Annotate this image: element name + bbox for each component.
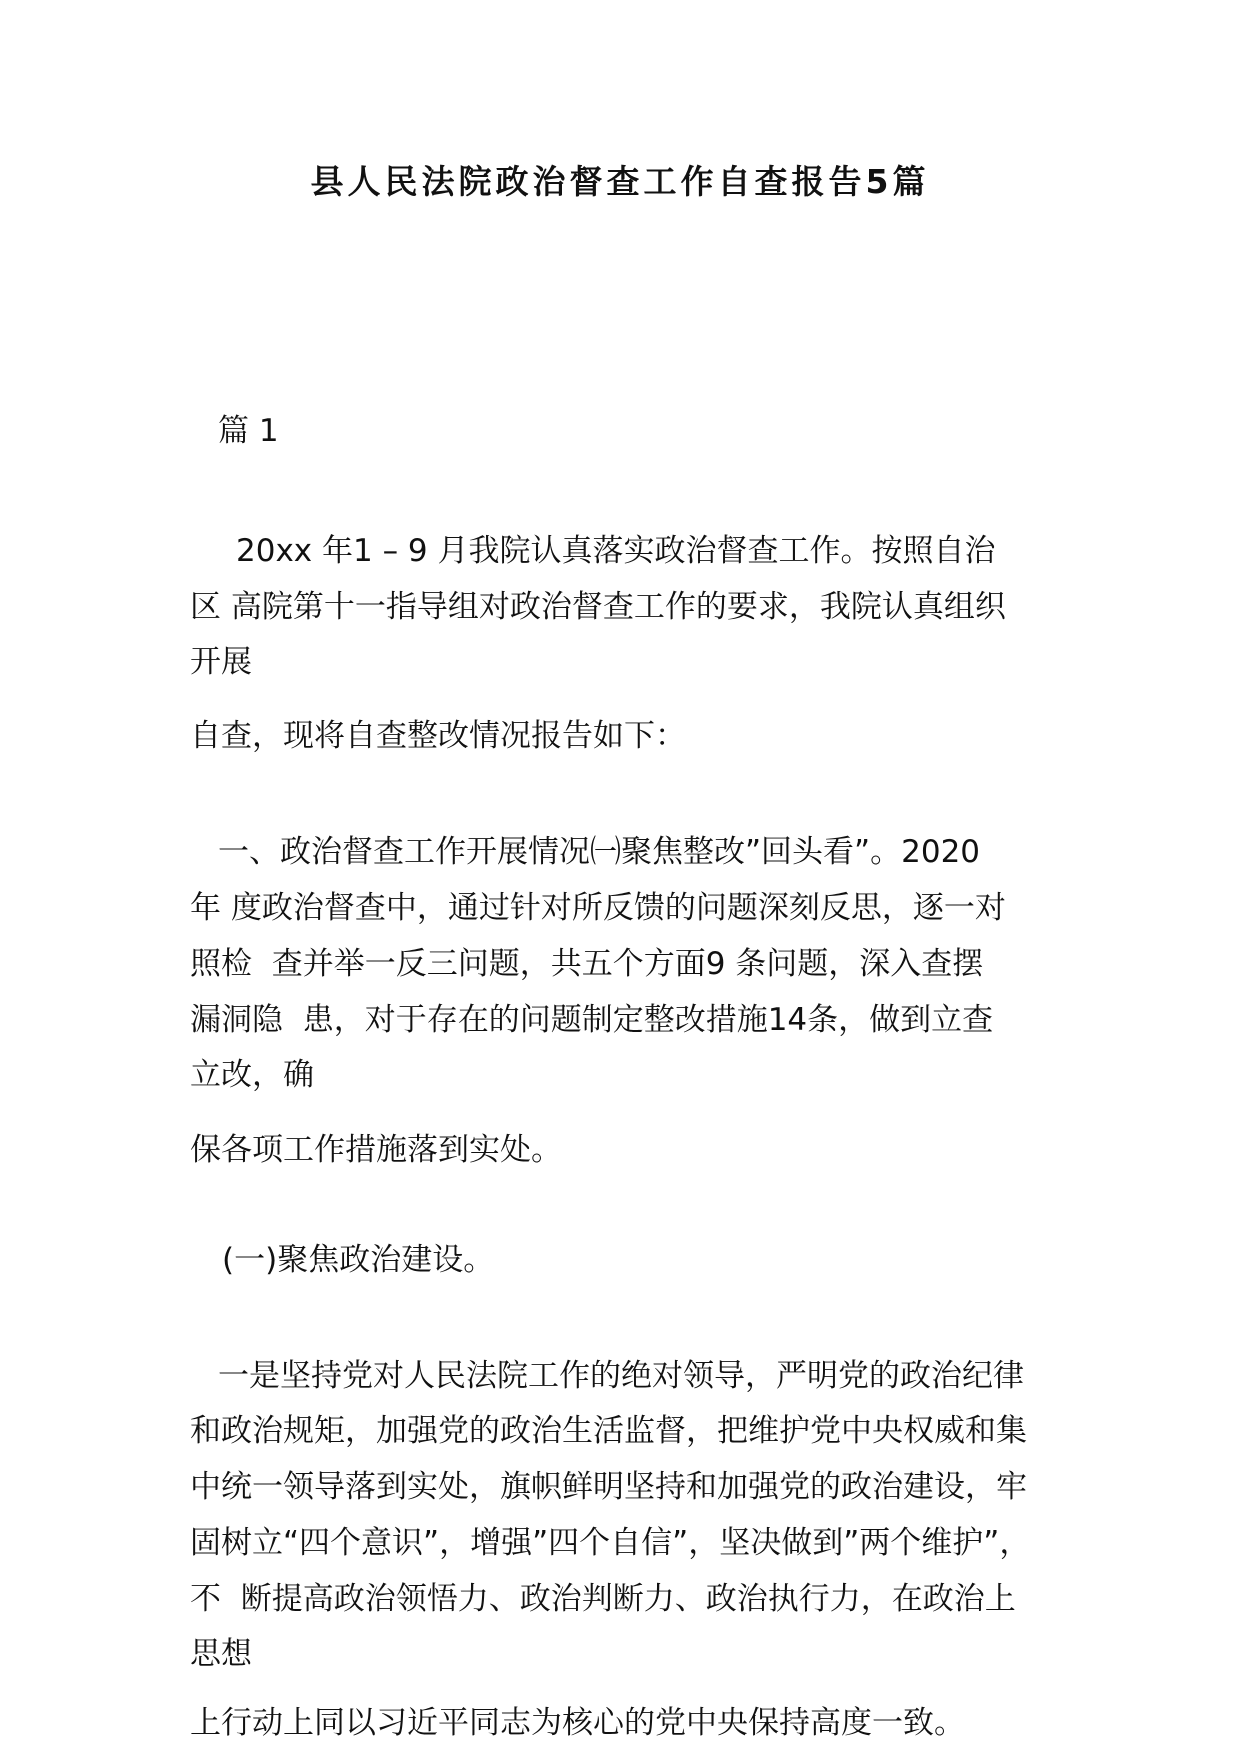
document-title: 县人民法院政治督查工作自查报告5篇 xyxy=(310,162,930,201)
paragraph-line: 照检 查并举一反三问题，共五个方面9 条问题，深入查摆 xyxy=(190,946,984,982)
paragraph-line: 开展 xyxy=(190,644,252,680)
paragraph-line: 区 高院第十一指导组对政治督查工作的要求，我院认真组织 xyxy=(190,589,1006,625)
paragraph-line: 思想 xyxy=(190,1636,252,1672)
paragraph-line: 和政治规矩，加强党的政治生活监督，把维护党中央权威和集 xyxy=(190,1413,1027,1449)
paragraph-line: 立改，确 xyxy=(190,1057,314,1093)
paragraph-line: 固树立“四个意识”，增强”四个自信”，坚决做到”两个维护”， xyxy=(190,1525,1031,1561)
paragraph-line: 不 断提高政治领悟力、政治判断力、政治执行力，在政治上 xyxy=(190,1581,1016,1617)
section-heading: 篇 1 xyxy=(218,413,279,449)
paragraph-line: 上行动上同以习近平同志为核心的党中央保持高度一致。 xyxy=(190,1705,965,1741)
paragraph-line: 一是坚持党对人民法院工作的绝对领导，严明党的政治纪律 xyxy=(218,1358,1024,1394)
paragraph-line: 自查，现将自查整改情况报告如下： xyxy=(190,718,686,754)
paragraph-line: 保各项工作措施落到实处。 xyxy=(190,1132,562,1168)
paragraph-line: 一、政治督查工作开展情况㈠聚焦整改”回头看”。2020 xyxy=(218,834,981,870)
paragraph-line: 中统一领导落到实处，旗帜鲜明坚持和加强党的政治建设，牢 xyxy=(190,1469,1027,1505)
paragraph-line: 20xx 年1 – 9 月我院认真落实政治督查工作。按照自治 xyxy=(236,533,996,569)
paragraph-line: 漏洞隐 患，对于存在的问题制定整改措施14条，做到立查 xyxy=(190,1002,994,1038)
subsection-heading: (一)聚焦政治建设。 xyxy=(222,1242,495,1278)
paragraph-line: 年 度政治督查中，通过针对所反馈的问题深刻反思，逐一对 xyxy=(190,890,1006,926)
